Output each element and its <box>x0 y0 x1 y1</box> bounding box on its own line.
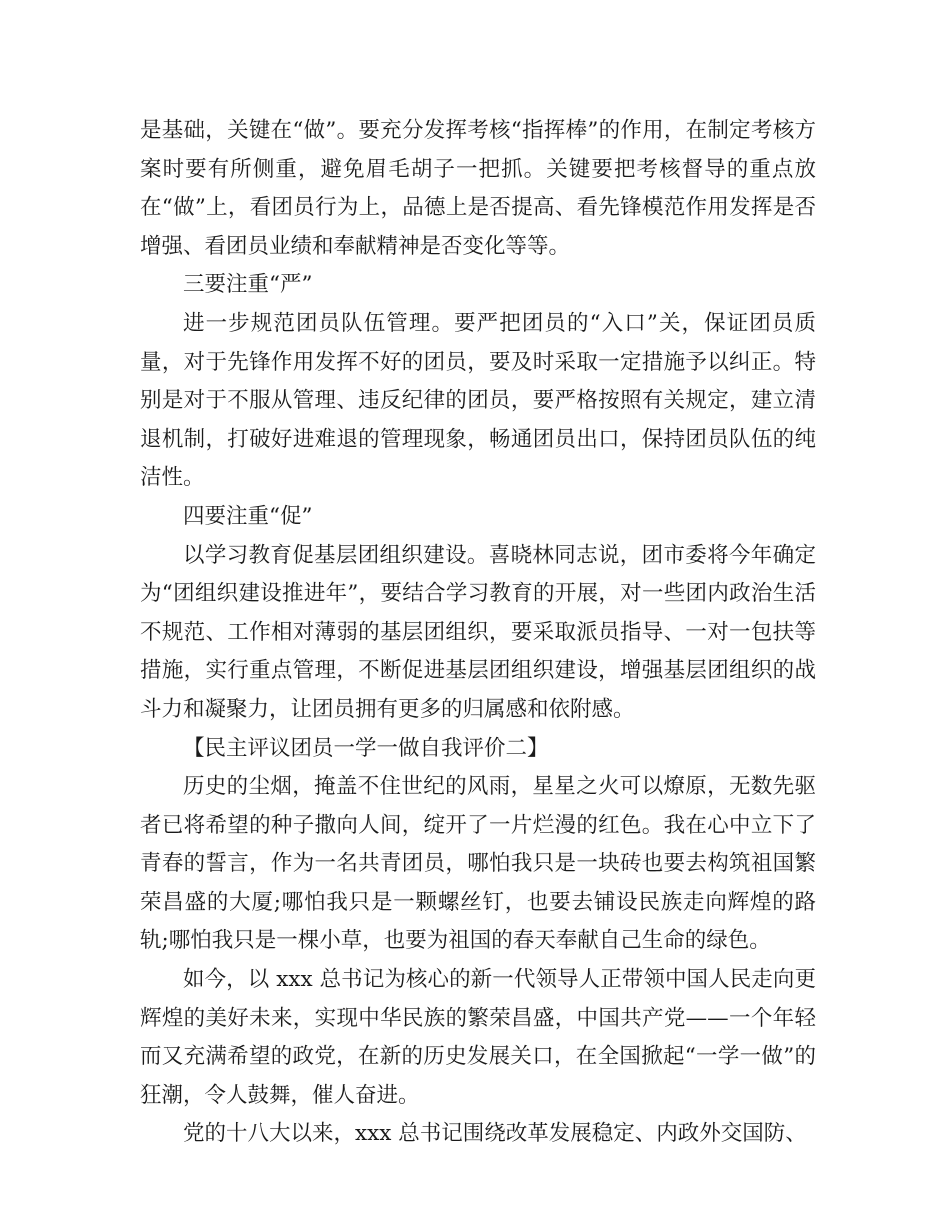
document-body <box>140 112 816 1154</box>
section-heading-strict: 三要注重“严” <box>183 272 313 298</box>
paragraph-today: 如今，以 xxx 总书记为核心的新一代领导人正带领中国人民走向更辉煌的美好未来，实现中华民族的繁荣昌盛，中国共产党——一个年轻而又充满希望的政党，在新的历史发展关口，在全国掀起“一学一做”的狂潮，令人鼓舞，催人奋进。 <box>140 967 816 1108</box>
paragraph-promote-body: 以学习教育促基层团组织建设。喜晓林同志说，团市委将今年确定为“团组织建设推进年”，要结合学习教育的开展，对一些团内政治生活不规范、工作相对薄弱的基层团组织，要采取派员指导、一对一包扶等措施，实行重点管理，不断促进基层团组织建设，增强基层团组织的战斗力和凝聚力，让团员拥有更多的归属感和依附感。 <box>140 542 816 722</box>
section-heading-promote: 四要注重“促” <box>183 503 313 529</box>
paragraph-strict-body: 进一步规范团员队伍管理。要严把团员的“入口”关，保证团员质量，对于先锋作用发挥不好的团员，要及时采取一定措施予以纠正。特别是对于不服从管理、违反纪律的团员，要严格按照有关规定，建立清退机制，打破好进难退的管理现象，畅通团员出口，保持团员队伍的纯洁性。 <box>140 310 816 491</box>
paragraph-history: 历史的尘烟，掩盖不住世纪的风雨，星星之火可以燎原，无数先驱者已将希望的种子撒向人间，绽开了一片烂漫的红色。我在心中立下了青春的誓言，作为一名共青团员，哪怕我只是一块砖也要去构筑祖国繁荣昌盛的大厦;哪怕我只是一颗螺丝钉，也要去铺设民族走向辉煌的路轨;哪怕我只是一棵小草，也要为祖国的春天奉献自己生命的绿色。 <box>140 774 816 954</box>
paragraph-continuation: 是基础，关键在“做”。要充分发挥考核“指挥棒”的作用，在制定考核方案时要有所侧重，避免眉毛胡子一把抓。关键要把考核督导的重点放在“做”上，看团员行为上，品德上是否提高、看先锋模范作用发挥是否增强、看团员业绩和奉献精神是否变化等等。 <box>140 118 816 259</box>
paragraph-eighteenth-congress: 党的十八大以来，xxx 总书记围绕改革发展稳定、内政外交国防、 <box>183 1121 807 1147</box>
section-title-self-evaluation-2: 【民主评议团员一学一做自我评价二】 <box>183 735 549 761</box>
